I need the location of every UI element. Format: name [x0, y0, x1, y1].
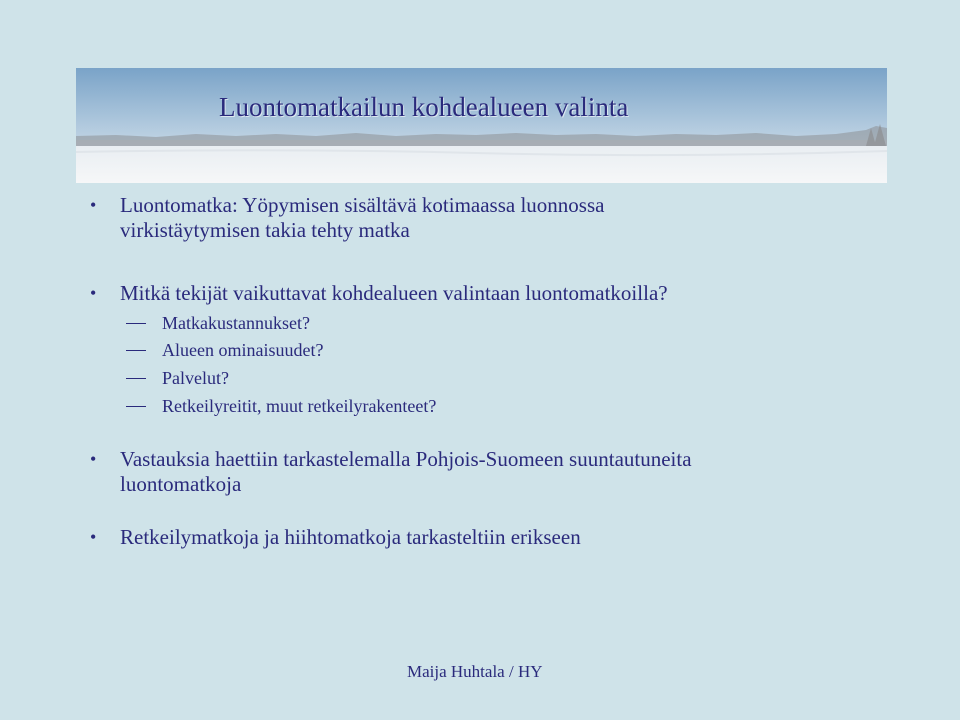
bullet-item-2: [90, 281, 910, 306]
sub-item-3: [162, 367, 229, 389]
dash-icon: [126, 406, 146, 407]
bullet-dot-icon: •: [90, 449, 97, 469]
footer-author: Maija Huhtala / HY: [407, 662, 543, 681]
bullet-dot-icon: •: [90, 195, 97, 215]
bullet-dot-icon: •: [90, 283, 97, 303]
bullet-1-line-2: virkistäytymisen takia tehty matka: [120, 218, 410, 242]
sub-item-4: [162, 395, 436, 417]
bullet-3-line-2: luontomatkoja: [120, 472, 242, 496]
bullet-1-line-1: Luontomatka: Yöpymisen sisältävä kotimaassa luonnossa: [120, 193, 605, 217]
sub-item-3-text: Palvelut?: [162, 368, 229, 388]
dash-icon: [126, 323, 146, 324]
sub-item-1: [162, 312, 310, 334]
bullet-item-1: [90, 193, 910, 243]
bullet-2-text: Mitkä tekijät vaikuttavat kohdealueen valintaan luontomatkoilla?: [120, 281, 668, 305]
sub-item-2-text: Alueen ominaisuudet?: [162, 340, 324, 360]
bullet-item-4: [90, 525, 910, 550]
bullet-4-text: Retkeilymatkoja ja hiihtomatkoja tarkasteltiin erikseen: [120, 525, 581, 549]
sub-item-2: [162, 339, 323, 361]
sub-item-1-text: Matkakustannukset?: [162, 313, 310, 333]
bullet-3-line-1: Vastauksia haettiin tarkastelemalla Pohjois-Suomeen suuntautuneita: [120, 447, 692, 471]
slide-title: Luontomatkailun kohdealueen valinta: [219, 92, 629, 122]
bullet-dot-icon: •: [90, 527, 97, 547]
dash-icon: [126, 350, 146, 351]
dash-icon: [126, 378, 146, 379]
bullet-item-3: [90, 447, 910, 497]
sub-item-4-text: Retkeilyreitit, muut retkeilyrakenteet?: [162, 396, 437, 416]
